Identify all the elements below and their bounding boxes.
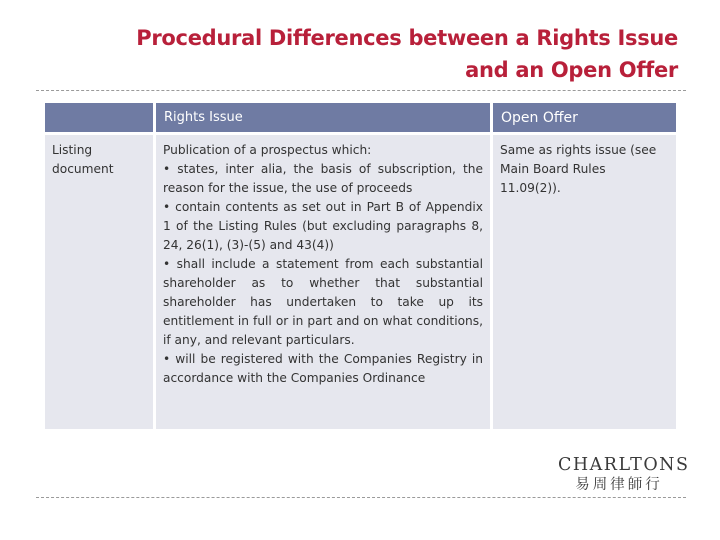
rights-bullet-2: • contain contents as set out in Part B of Appendix 1 of the Listing Rules (but excluding paragraphs 8, 24, 26(1), (3)-(5) and 43(4)) — [163, 200, 483, 252]
rights-issue-cell — [156, 132, 490, 429]
header-open-offer: Open Offer — [493, 103, 676, 132]
bottom-divider — [36, 497, 686, 498]
comparison-table — [42, 103, 679, 429]
title-line-1: Procedural Differences between a Rights Issue — [136, 26, 678, 50]
table-row — [45, 132, 676, 429]
logo-name: CHARLTONS — [558, 455, 690, 475]
title-line-2: and an Open Offer — [465, 58, 678, 82]
rights-bullet-1: • states, inter alia, the basis of subscription, the reason for the issue, the use of proceeds — [163, 162, 483, 195]
row-label-listing-document: Listing document — [45, 132, 153, 429]
rights-intro: Publication of a prospectus which: — [163, 143, 372, 157]
open-offer-cell: Same as rights issue (see Main Board Rules 11.09(2)). — [493, 132, 676, 429]
rights-bullet-3: • shall include a statement from each substantial shareholder as to whether that substantial shareholder has undertaken to take up its entitlement in full or in part and on what conditions, if any, and relevant particulars. — [163, 257, 483, 347]
header-rights-issue: Rights Issue — [156, 103, 490, 132]
page-title — [78, 22, 678, 86]
rights-bullet-4: • will be registered with the Companies Registry in accordance with the Companies Ordinance — [163, 352, 483, 385]
header-empty — [45, 103, 153, 132]
top-divider — [36, 90, 686, 91]
table-header-row — [45, 103, 676, 132]
charltons-logo — [558, 454, 690, 499]
logo-chinese-name: 易周律師行 — [575, 477, 663, 493]
